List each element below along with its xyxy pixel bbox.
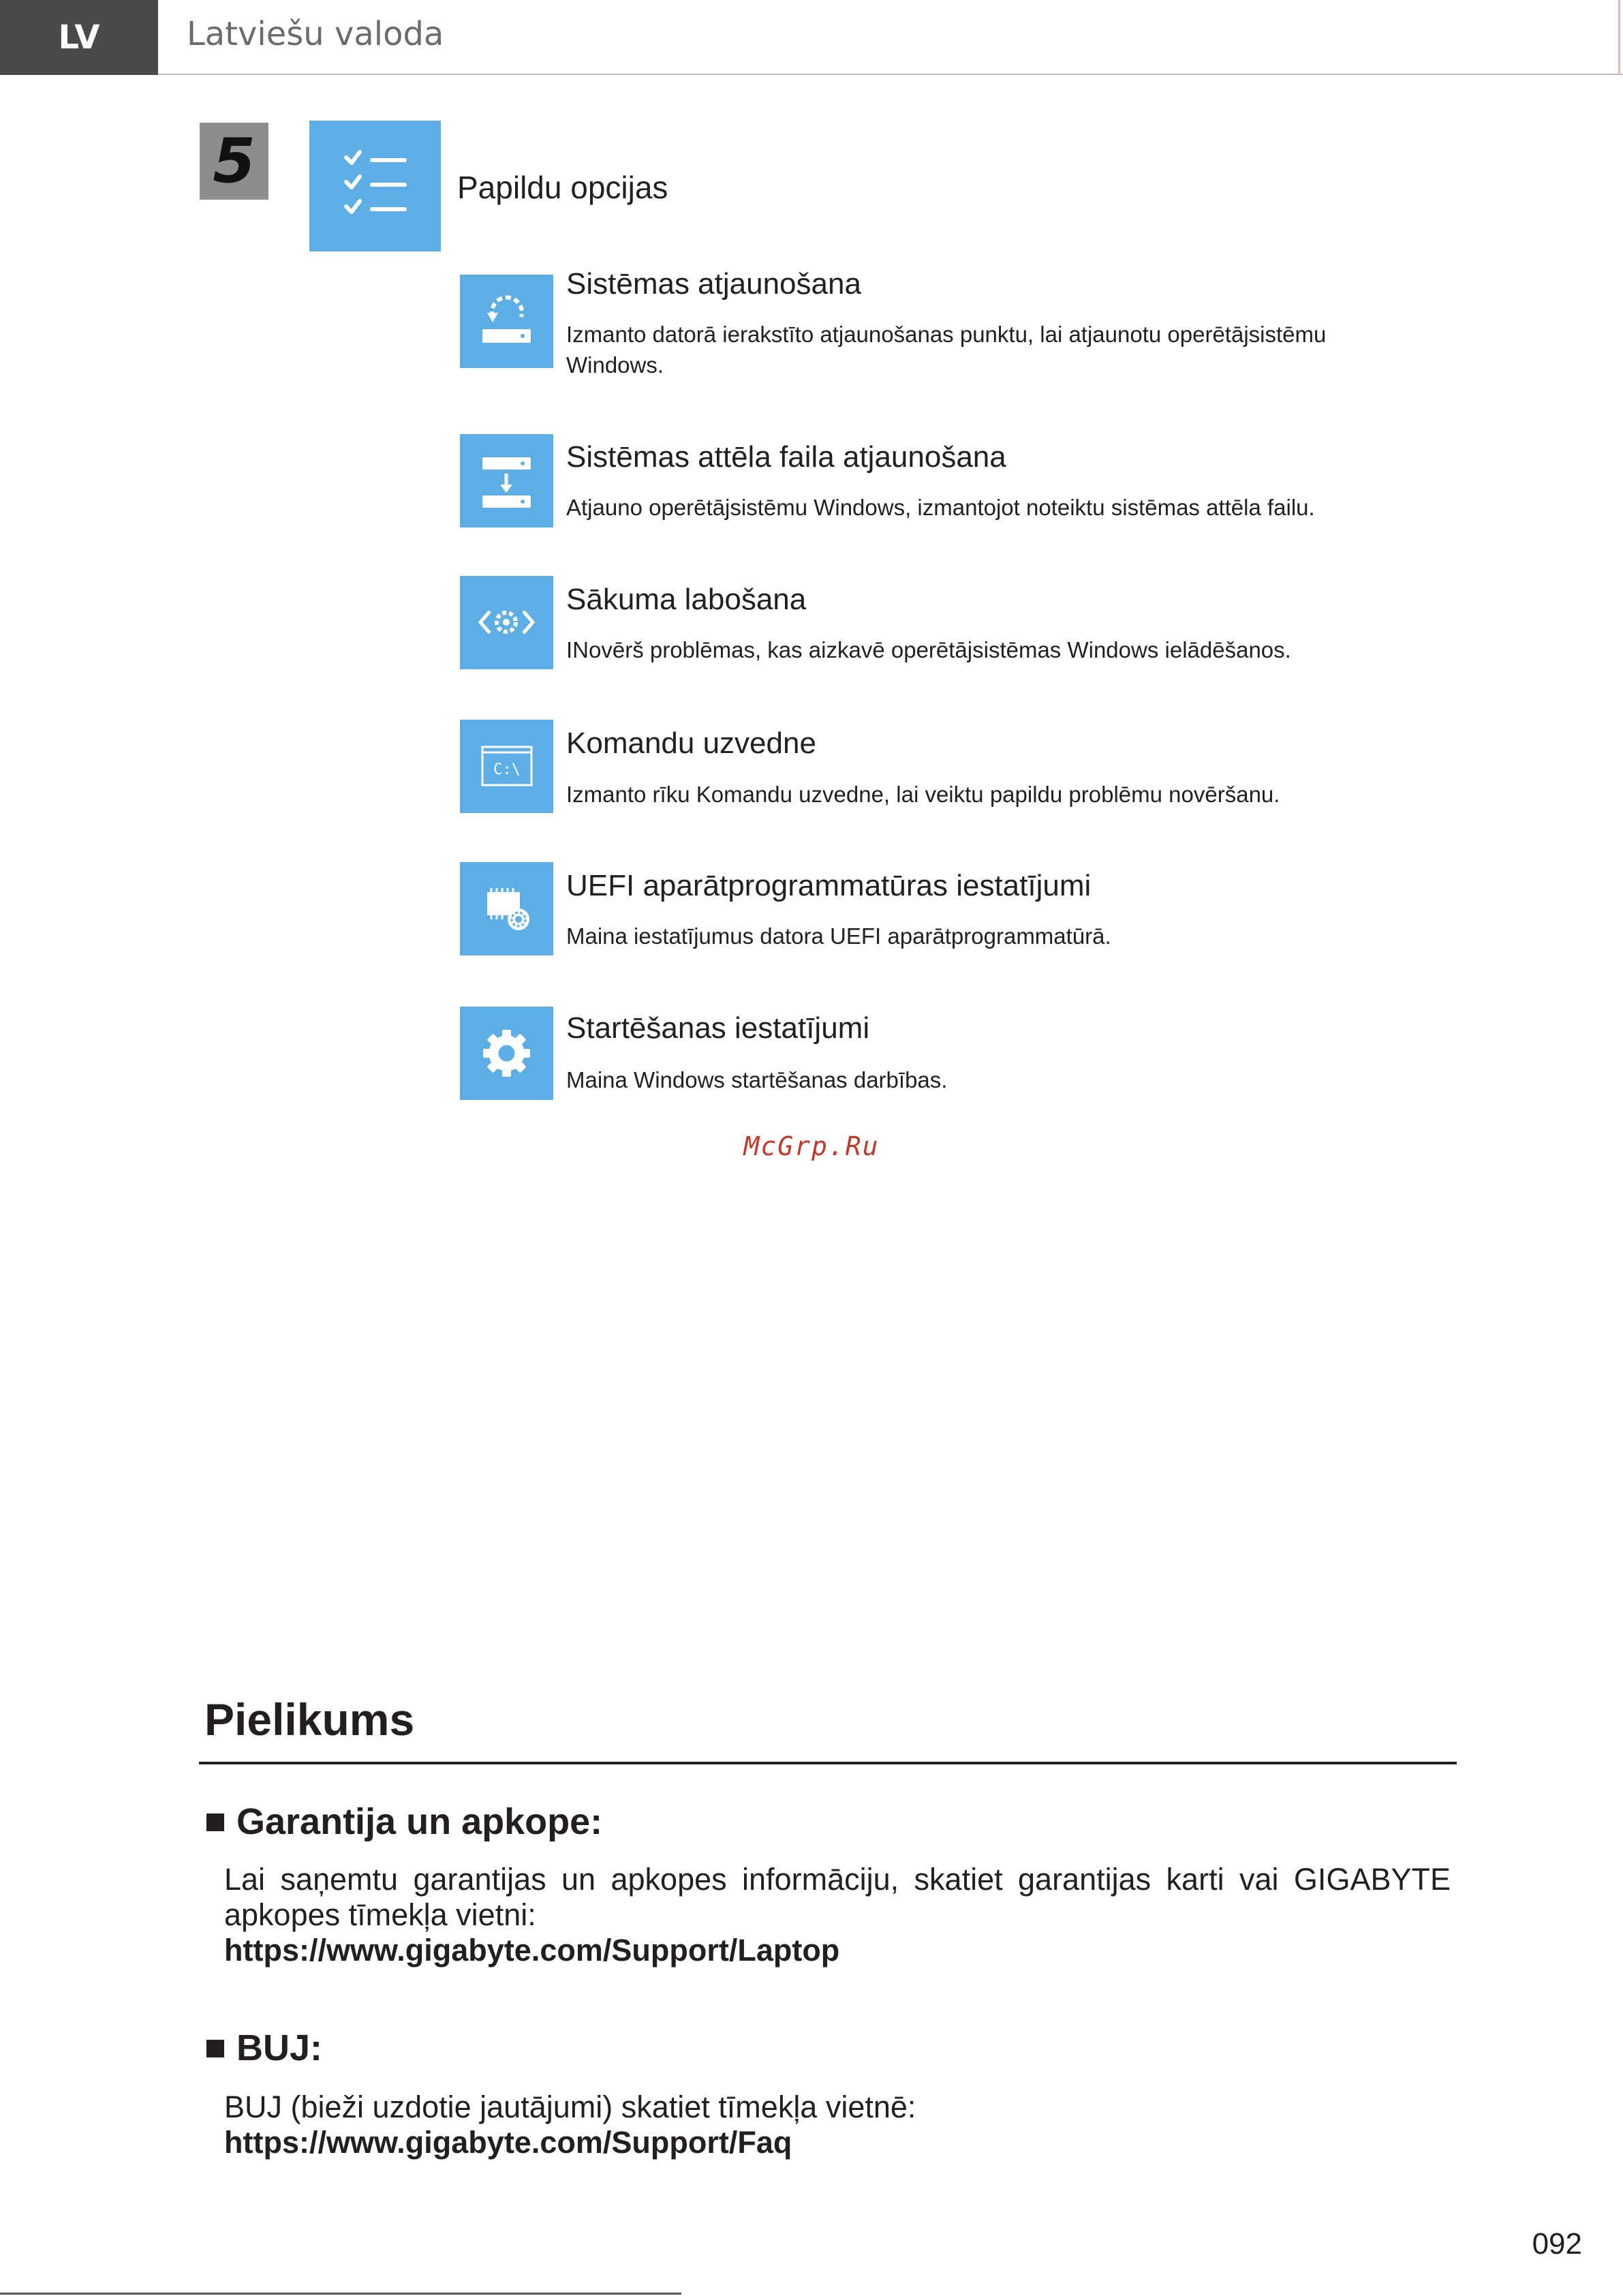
command-prompt-icon <box>460 720 553 813</box>
warranty-text: Lai saņemtu garantijas un apkopes informāciju, skatiet garantijas karti vai GIGABYTE apkopes tīmekļa vietni: <box>224 1862 1451 1932</box>
option-desc-startup-repair: INovērš problēmas, kas aizkavē operētājsistēmas Windows ielādēšanos. <box>566 637 1291 662</box>
advanced-options-tile <box>309 121 441 251</box>
option-desc-system-image-recovery: Atjauno operētājsistēmu Windows, izmantojot noteiktu sistēmas attēla failu. <box>566 495 1315 520</box>
option-title-startup-repair: Sākuma labošana <box>566 583 807 616</box>
option-desc-system-restore: Izmanto datorā ierakstīto atjaunošanas punktu, lai atjaunotu operētājsistēmu Windows. <box>566 322 1327 378</box>
option-title-system-image-recovery: Sistēmas attēla faila atjaunošana <box>566 440 1006 474</box>
bullet-square <box>206 1813 224 1831</box>
watermark: McGrp.Ru <box>743 1131 880 1161</box>
page-edge-marker <box>1618 0 1620 75</box>
system-image-recovery-icon <box>460 434 553 527</box>
faq-text: BUJ (bieži uzdotie jautājumi) skatiet tīmekļa vietnē: <box>224 2090 916 2124</box>
step-number-badge: 5 <box>200 123 268 200</box>
command-prompt-icon-text: C:\ <box>493 761 521 778</box>
footer-line <box>0 2293 681 2295</box>
uefi-settings-icon <box>460 862 553 955</box>
header-divider <box>158 74 1623 75</box>
warranty-body <box>224 1862 1451 1968</box>
startup-settings-icon <box>460 1007 553 1100</box>
startup-repair-icon <box>460 576 553 669</box>
option-title-startup-settings: Startēšanas iestatījumi <box>566 1011 870 1045</box>
warranty-link[interactable]: https://www.gigabyte.com/Support/Laptop <box>224 1933 840 1968</box>
appendix-rule <box>199 1762 1457 1764</box>
advanced-options-title: Papildu opcijas <box>457 170 668 205</box>
warranty-heading: Garantija un apkope: <box>206 1801 602 1843</box>
bullet-square <box>206 2040 224 2057</box>
option-title-command-prompt: Komandu uzvedne <box>566 726 816 760</box>
option-desc-uefi-settings: Maina iestatījumus datora UEFI aparātprogrammatūrā. <box>566 923 1111 949</box>
faq-heading: BUJ: <box>206 2027 322 2069</box>
language-name: Latviešu valoda <box>187 15 444 53</box>
checklist-icon <box>309 121 441 251</box>
appendix-title: Pielikums <box>204 1694 415 1745</box>
faq-link[interactable]: https://www.gigabyte.com/Support/Faq <box>224 2125 792 2160</box>
option-desc-startup-settings: Maina Windows startēšanas darbības. <box>566 1067 948 1092</box>
page-number: 092 <box>1532 2227 1582 2261</box>
option-title-system-restore: Sistēmas atjaunošana <box>566 267 861 301</box>
option-title-uefi-settings: UEFI aparātprogrammatūras iestatījumi <box>566 869 1092 902</box>
faq-body <box>224 2090 1451 2160</box>
system-restore-icon <box>460 275 553 368</box>
language-tab: LV <box>0 0 158 75</box>
option-desc-command-prompt: Izmanto rīku Komandu uzvedne, lai veiktu papildu problēmu novēršanu. <box>566 782 1280 807</box>
